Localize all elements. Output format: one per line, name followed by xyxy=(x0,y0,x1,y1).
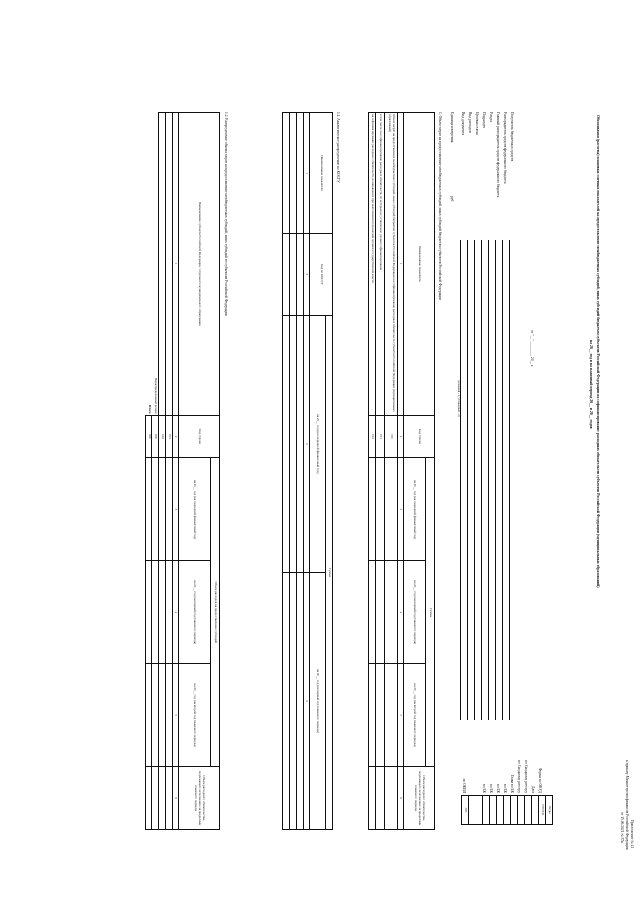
field-section-line xyxy=(488,240,489,720)
svod-value-1 xyxy=(525,796,532,825)
s1-num-2: 2 xyxy=(398,415,404,458)
s1-cell xyxy=(385,664,398,767)
s1-cell xyxy=(385,458,398,561)
s12-num-5: 5 xyxy=(173,664,179,767)
bk-value-3 xyxy=(490,796,497,825)
s1-row-name: на софинансирование расходных обязательств, возникающих при выполнении полномочий органов государственной власти xyxy=(369,113,376,416)
bk-label-2: по БК xyxy=(496,783,500,793)
s1-row-name: Объем затрат на предоставление межбюджетных субсидий, иных субсидий бюджетам субъектов Российской Федерации на софинансирование расходных обязательств субъектов Российской Федерации (муниципальных образований) xyxy=(385,113,398,416)
okei-label: по ОКЕИ xyxy=(462,778,466,793)
s12-col-y1: на 20__ год (на очередной финансовый год) xyxy=(179,458,211,561)
s1-cell xyxy=(376,664,385,767)
s12-num-4: 4 xyxy=(173,561,179,664)
field-target-article-line xyxy=(474,240,475,720)
s1-num-3: 3 xyxy=(398,458,404,561)
field-expense-type-line xyxy=(467,240,468,720)
glava-label: Глава по БК xyxy=(510,774,514,793)
table-row xyxy=(290,113,297,830)
s11-col-kosgu: Код по КОСГУ xyxy=(310,234,333,316)
s12-col-y2: на 20__ год (на первый год планового периода) xyxy=(179,561,211,664)
s11-num-1: 1 xyxy=(304,113,310,234)
table-row xyxy=(166,113,173,830)
bk-label-3: по БК xyxy=(489,783,493,793)
s1-cell xyxy=(369,458,376,561)
s12-col-code: Код строки xyxy=(179,415,220,458)
s12-num-1: 1 xyxy=(173,113,179,416)
s12-row-code: 900 xyxy=(146,415,152,458)
s1-cell xyxy=(385,767,398,830)
s1-num-5: 5 xyxy=(398,664,404,767)
s1-col-code: Код строки xyxy=(404,415,435,458)
blank-value xyxy=(469,796,483,825)
document-title: Обоснования (расчеты) плановых сметных показателей на предоставление межбюджетных субсидий, иных субсидий бюджетам субъектов Российской Федерации на софинансирование расходных обязательств субъектов Российской Федерации (муниципальных образований) xyxy=(596,115,600,588)
field-recipient: Получатель бюджетных средств xyxy=(510,112,514,162)
table-row xyxy=(376,113,385,830)
s12-col-name: Наименование субъекта Российской Федерации / отдельного муниципального образования xyxy=(179,113,220,416)
s1-col-y2: на 20__ год (на первый год планового периода) xyxy=(404,561,426,664)
table-row xyxy=(152,113,159,830)
s1-cell xyxy=(376,458,385,561)
okud-value: 0505741 xyxy=(539,796,546,825)
field-distributor-line xyxy=(502,240,503,720)
field-main-distributor: Главный распорядитель средств федерального бюджета xyxy=(496,112,500,198)
s1-num-4: 4 xyxy=(398,561,404,664)
s1-num-6: 6 xyxy=(398,767,404,830)
s1-cell xyxy=(369,561,376,664)
bk-value-4 xyxy=(483,796,490,825)
appendix-label: Приложение № 41 xyxy=(630,820,634,849)
s12-num-2: 2 xyxy=(173,415,179,458)
bk-label-4: по БК xyxy=(482,783,486,793)
s11-num-2: 2 xyxy=(304,234,310,316)
s11-num-3: 3 xyxy=(304,315,310,572)
s12-col-obl: Объем расходного обязательства, подлежащего исполнению за пределами планового периода xyxy=(179,767,220,830)
glava-value xyxy=(511,796,518,825)
section1-table xyxy=(368,112,435,830)
bk-label-1: по БК xyxy=(503,783,507,793)
field-section: Раздел xyxy=(489,112,493,123)
doc-type-hint: (основной - 1; уточненный - 2) xyxy=(457,380,460,417)
field-doc-type: Вид документа xyxy=(461,112,465,136)
table-row xyxy=(385,113,398,830)
s11-col-y1: на 20__ год (на очередной финансовый год) xyxy=(310,315,326,572)
date-label: Дата xyxy=(531,785,535,793)
svod-label-2: по Сводному реестру xyxy=(517,760,521,793)
field-subsection-line xyxy=(481,240,482,720)
date-line: от "__" ________ 20__ г. xyxy=(530,330,534,367)
s12-row-code: 001 xyxy=(166,415,173,458)
s12-num-3: 3 xyxy=(173,458,179,561)
s12-col-sum: Объем расходов на предоставление субсидий xyxy=(211,458,220,767)
field-doc-type-line xyxy=(460,240,461,720)
s12-total-label: Итого xyxy=(147,404,152,414)
document-subtitle: на 20__ год и на плановый период 20__ и 20__ годов xyxy=(589,340,593,429)
s1-row-code: 012 xyxy=(369,415,376,458)
s1-cell xyxy=(376,561,385,664)
s1-cell xyxy=(385,561,398,664)
s1-cell xyxy=(376,767,385,830)
svod-label-1: по Сводному реестру xyxy=(524,760,528,793)
s11-col-sum: Сумма xyxy=(326,315,333,829)
field-target-article: Целевая статья xyxy=(475,112,479,135)
section11-table xyxy=(282,112,333,830)
s11-col-name: Наименование показателя xyxy=(310,113,333,234)
s1-num-1: 1 xyxy=(398,113,404,416)
s1-col-y1: на 20__ год (на очередной финансовый год) xyxy=(404,458,426,561)
s12-num-6: 6 xyxy=(173,767,179,830)
section11-title: 1.1. Аналитическое распределение по КОСГУ xyxy=(336,112,340,183)
date-value xyxy=(532,796,539,825)
table-row xyxy=(146,113,152,830)
field-distributor: Распорядитель средств федерального бюджета xyxy=(503,112,507,184)
field-recipient-line xyxy=(509,240,510,720)
s1-row-name: в том числе: на софинансирование расходных обязательств, по которым не установлено уровня софинансирования xyxy=(376,113,385,416)
s1-cell xyxy=(369,767,376,830)
order-line: к приказу Министерства финансов Российской Федерации xyxy=(625,760,629,850)
field-unit: Единица измерения: xyxy=(450,112,454,144)
s1-row-code: 011 xyxy=(376,415,385,458)
section1-title: 1. Объем затрат на предоставление межбюджетных субсидий, иных субсидий бюджетам субъектов Российской Федерации xyxy=(438,112,442,301)
s12-row-code: 002 xyxy=(159,415,166,458)
order-date: от 15.06.2021 № 87н xyxy=(620,812,624,844)
bk-value-1 xyxy=(504,796,511,825)
field-expense-type: Вид расходов xyxy=(468,112,472,133)
field-subsection: Подраздел xyxy=(482,112,486,129)
okud-label: Форма по ОКУД xyxy=(538,767,542,793)
s12-row-code: 800 xyxy=(152,415,159,458)
s1-cell xyxy=(369,664,376,767)
unit-value: руб xyxy=(450,196,454,202)
s1-col-y3: на 20__ год (на второй год планового периода) xyxy=(404,664,426,767)
s12-reserve-label: Нераспределенный резерв xyxy=(153,377,158,414)
s12-col-y3: на 20__ год (на второй год планового периода) xyxy=(179,664,211,767)
s1-col-name: Наименование показателя xyxy=(404,113,435,416)
section12-table xyxy=(146,112,221,830)
bk-value-2 xyxy=(497,796,504,825)
okei-value: 383 xyxy=(462,796,469,825)
svod-value-2 xyxy=(518,796,525,825)
table-row xyxy=(369,113,376,830)
s11-col-y2: на 20__ год (на первый год планового периода) xyxy=(310,572,326,829)
section12-title: 1.2. Распределение объема затрат на предоставление межбюджетных субсидий, иных субсидий по субъектам Российской Федерации xyxy=(224,112,228,316)
table-row xyxy=(283,113,290,830)
field-main-distributor-line xyxy=(495,240,496,720)
s1-col-obl: Объем расходного обязательства, подлежащего исполнению за пределами планового периода xyxy=(404,767,435,830)
codes-table xyxy=(461,795,553,825)
s11-num-4: 4 xyxy=(304,572,310,829)
codes-header: Коды xyxy=(546,796,553,825)
table-row xyxy=(159,113,166,830)
s1-col-sum: Сумма xyxy=(426,458,435,767)
s1-row-code: 010 xyxy=(385,415,398,458)
table-row xyxy=(297,113,304,830)
